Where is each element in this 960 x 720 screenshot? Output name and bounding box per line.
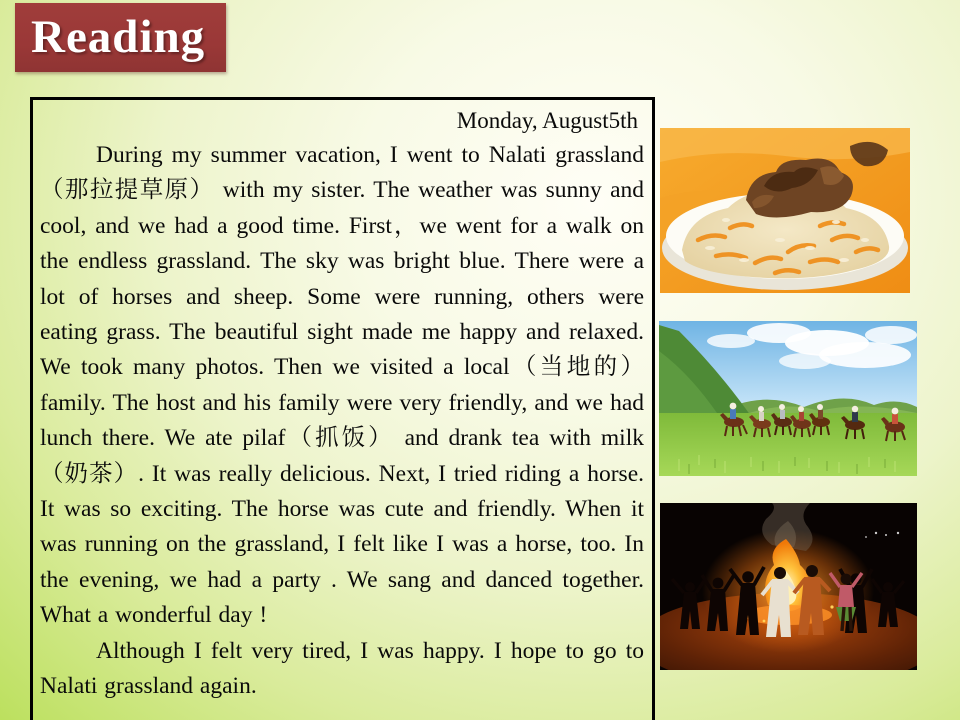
title-banner <box>15 3 226 72</box>
pilaf-photo <box>660 128 910 293</box>
pilaf-photo-graphic <box>660 128 910 293</box>
bonfire-party-photo-graphic <box>660 503 917 670</box>
passage-paragraph-2: Although I felt very tired, I was happy. I hope to go to Nalati grassland again. <box>40 637 644 700</box>
bonfire-party-photo <box>660 503 917 670</box>
page-title: Reading <box>31 11 206 63</box>
horseback-riding-photo <box>659 321 917 476</box>
horseback-riding-photo-graphic <box>659 321 917 476</box>
reading-passage-box <box>30 97 655 720</box>
passage-paragraph-1: During my summer vacation, I went to Nalati grassland（那拉提草原） with my sister. The weather was sunny and cool, and we had a good time. First，we went for a walk on the endless grassland. The sky was bright blue. There were a lot of horses and sheep. Some were running, others were eating grass. The beautiful sight made me happy and relaxed. We took many photos. Then we visited a local（当地的） family. The host and his family were very friendly, and we had lunch there. We ate pilaf（抓饭） and drank tea with milk（奶茶）. It was really delicious. Next, I tried riding a horse. It was so exciting. The horse was cute and friendly. When it was running on the grassland, I felt like I was a horse, too. In the evening, we had a party . We sang and danced together. What a wonderful day ! <box>40 142 644 629</box>
date-line: Monday, August5th <box>456 108 638 133</box>
